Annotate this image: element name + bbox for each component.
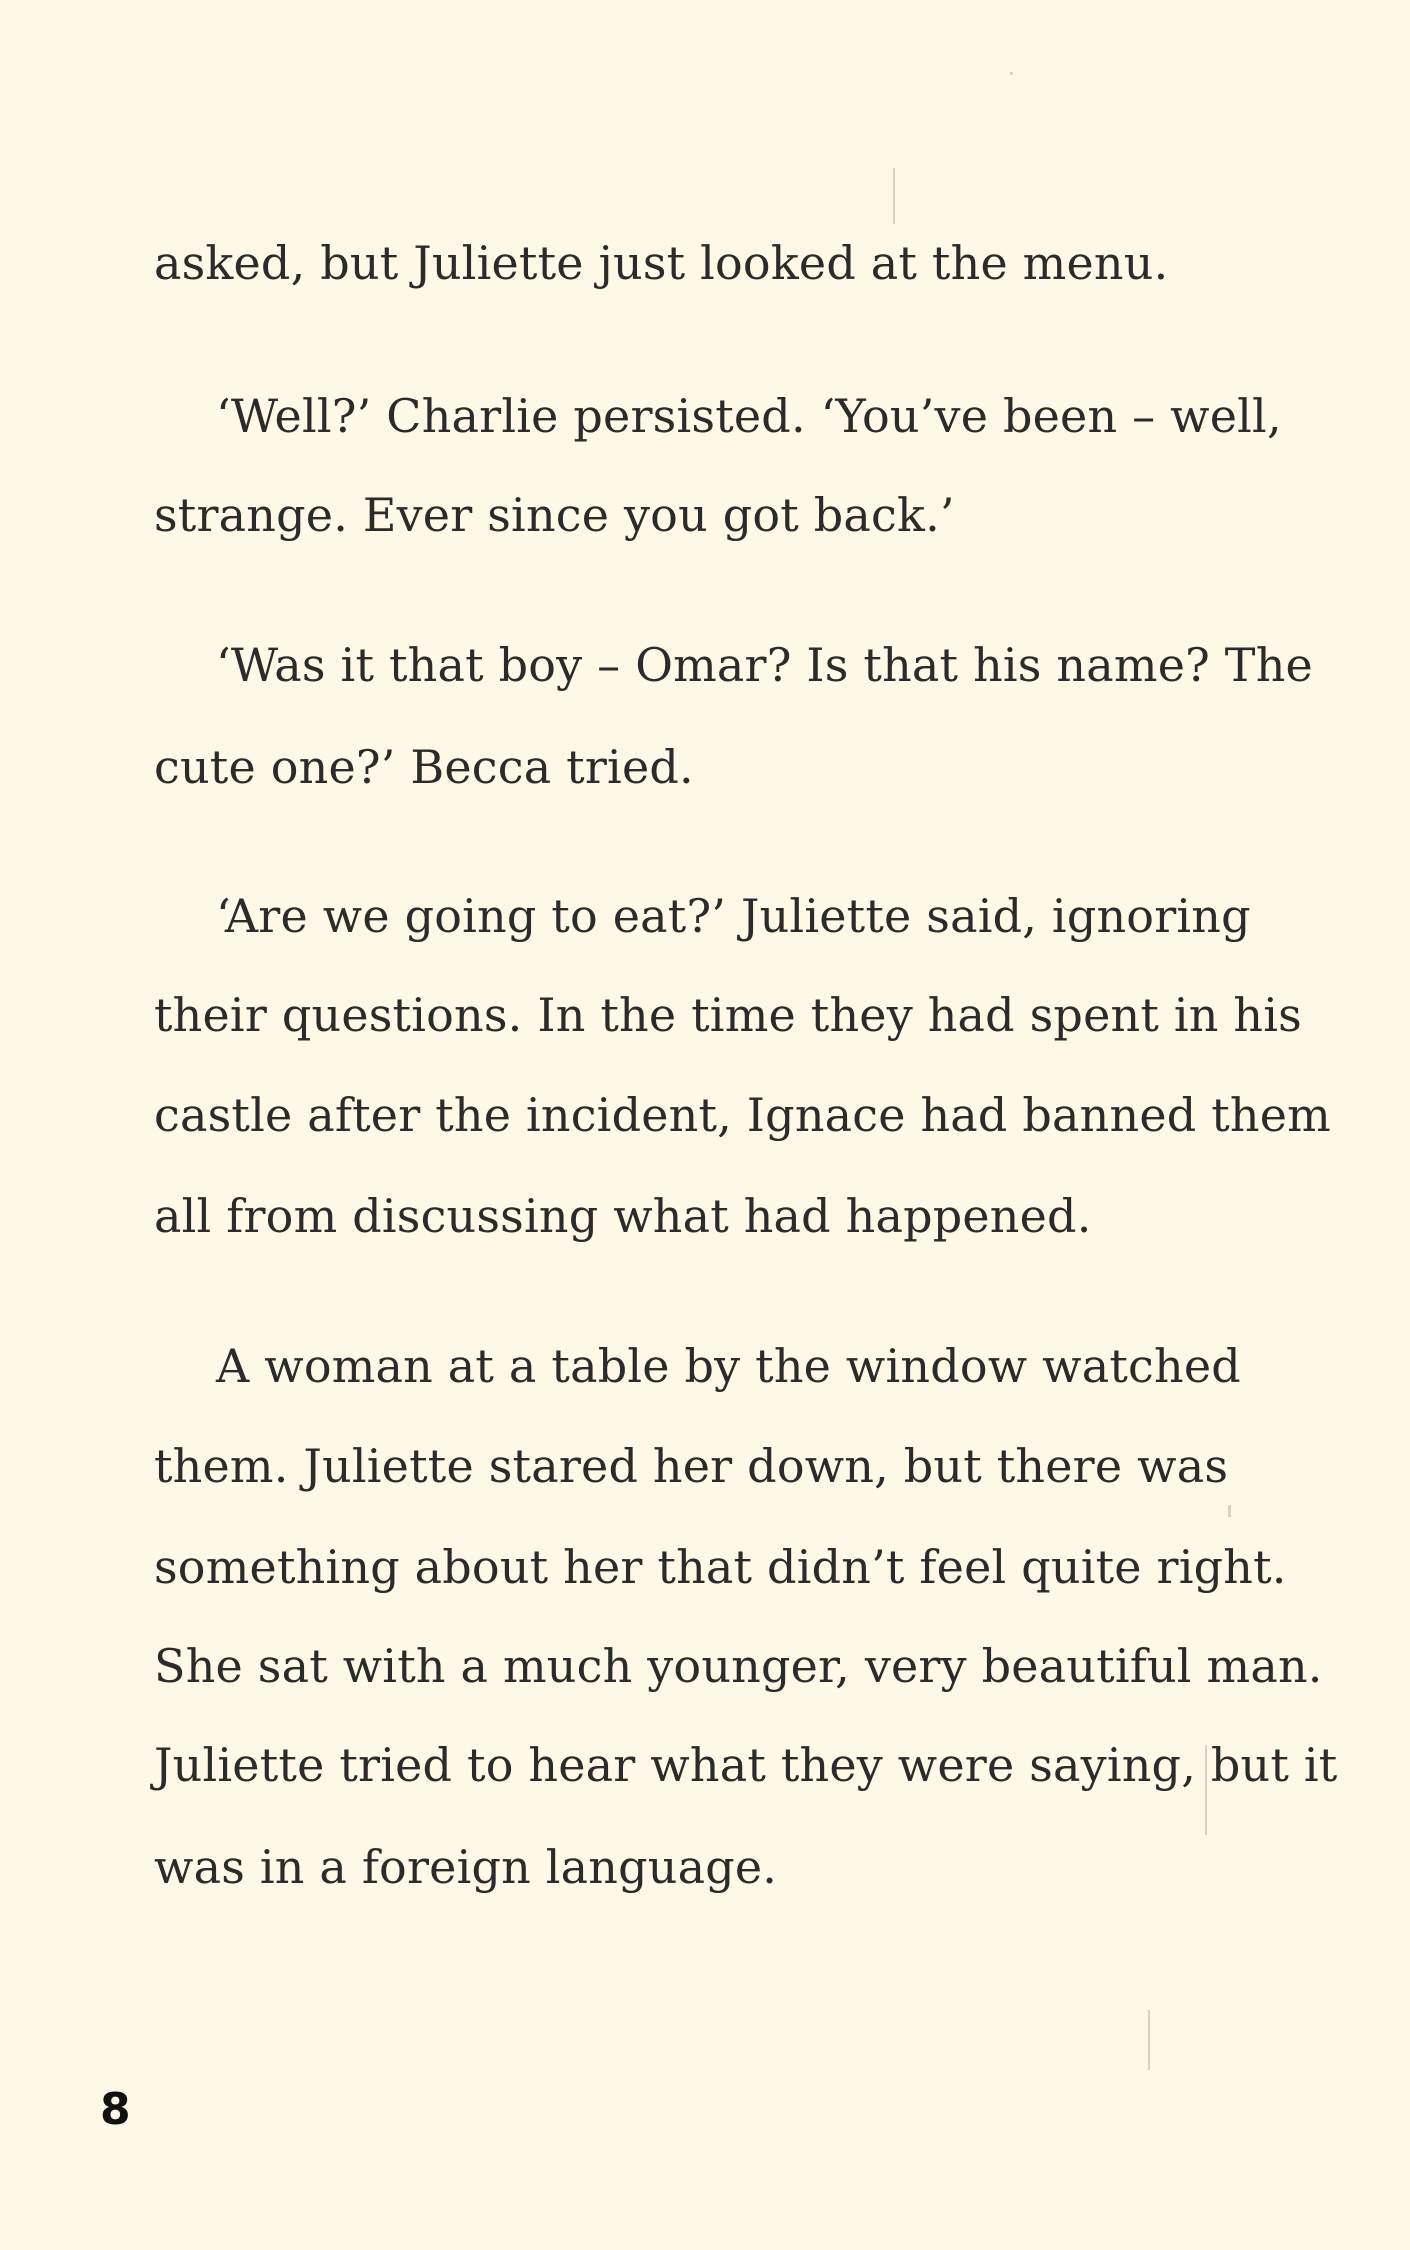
text-line: ‘Are we going to eat?’ Juliette said, ignoring — [216, 889, 1251, 943]
paper-speck — [1148, 2010, 1150, 2070]
text-line: ‘Was it that boy – Omar? Is that his name? The — [216, 638, 1313, 692]
text-line: something about her that didn’t feel quite right. — [154, 1540, 1287, 1594]
text-line: asked, but Juliette just looked at the menu. — [154, 236, 1169, 290]
paper-speck — [1228, 1505, 1231, 1517]
text-line: strange. Ever since you got back.’ — [154, 488, 955, 542]
text-line: their questions. In the time they had spent in his — [154, 988, 1302, 1042]
text-line: cute one?’ Becca tried. — [154, 740, 694, 794]
text-line: castle after the incident, Ignace had banned them — [154, 1088, 1331, 1142]
text-line: A woman at a table by the window watched — [216, 1339, 1241, 1393]
text-line: She sat with a much younger, very beautiful man. — [154, 1639, 1323, 1693]
text-line: them. Juliette stared her down, but there was — [154, 1439, 1229, 1493]
paper-speck — [1010, 72, 1013, 75]
paper-speck — [893, 168, 895, 224]
text-line: Juliette tried to hear what they were saying, but it — [154, 1738, 1338, 1792]
text-line: ‘Well?’ Charlie persisted. ‘You’ve been – well, — [216, 389, 1282, 443]
text-line: all from discussing what had happened. — [154, 1189, 1092, 1243]
text-line: was in a foreign language. — [154, 1840, 778, 1894]
page-number: 8 — [100, 2084, 131, 2135]
